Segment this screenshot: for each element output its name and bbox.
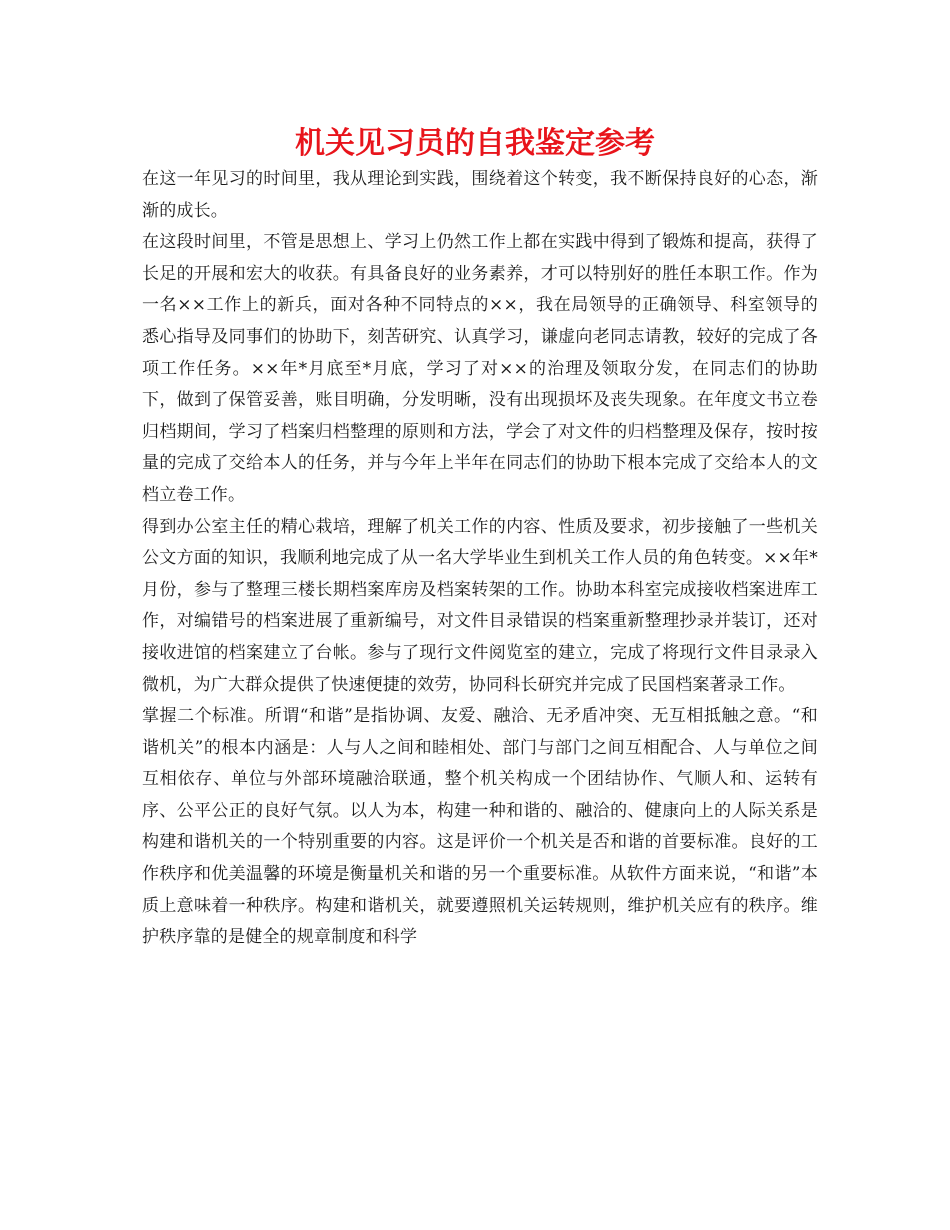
document-body — [142, 164, 818, 954]
paragraph-4: 掌握二个标准。所谓“和谐”是指协调、友爱、融洽、无矛盾冲突、无互相抵触之意。“和谐机关”的根本内涵是：人与人之间和睦相处、部门与部门之间互相配合、人与单位之间互相依存、单位与外部环境融洽联通，整个机关构成一个团结协作、气顺人和、运转有序、公平公正的良好气氛。以人为本，构建一种和谐的、融洽的、健康向上的人际关系是构建和谐机关的一个特别重要的内容。这是评价一个机关是否和谐的首要标准。良好的工作秩序和优美温馨的环境是衡量机关和谐的另一个重要标准。从软件方面来说，“和谐”本质上意味着一种秩序。构建和谐机关，就要遵照机关运转规则，维护机关应有的秩序。维护秩序靠的是健全的规章制度和科学 — [142, 706, 818, 948]
paragraph-2: 在这段时间里，不管是思想上、学习上仍然工作上都在实践中得到了锻炼和提高，获得了长足的开展和宏大的收获。有具备良好的业务素养，才可以特别好的胜任本职工作。作为一名××工作上的新兵，面对各种不同特点的××，我在局领导的正确领导、科室领导的悉心指导及同事们的协助下，刻苦研究、认真学习，谦虚向老同志请教，较好的完成了各项工作任务。××年*月底至*月底，学习了对××的治理及领取分发，在同志们的协助下，做到了保管妥善，账目明确，分发明晰，没有出现损坏及丧失现象。在年度文书立卷归档期间，学习了档案归档整理的原则和方法，学会了对文件的归档整理及保存，按时按量的完成了交给本人的任务，并与今年上半年在同志们的协助下根本完成了交给本人的文档立卷工作。 — [142, 232, 818, 505]
document-title: 机关见习员的自我鉴定参考 — [295, 126, 655, 161]
paragraph-3: 得到办公室主任的精心栽培，理解了机关工作的内容、性质及要求，初步接触了一些机关公文方面的知识，我顺利地完成了从一名大学毕业生到机关工作人员的角色转变。××年*月份，参与了整理三楼长期档案库房及档案转架的工作。协助本科室完成接收档案进库工作，对编错号的档案进展了重新编号，对文件目录错误的档案重新整理抄录并装订，还对接收进馆的档案建立了台帐。参与了现行文件阅览室的建立，完成了将现行文件目录录入微机，为广大群众提供了快速便捷的效劳，协同科长研究并完成了民国档案著录工作。 — [142, 516, 818, 695]
paragraph-1: 在这一年见习的时间里，我从理论到实践，围绕着这个转变，我不断保持良好的心态，渐渐的成长。 — [142, 169, 818, 221]
